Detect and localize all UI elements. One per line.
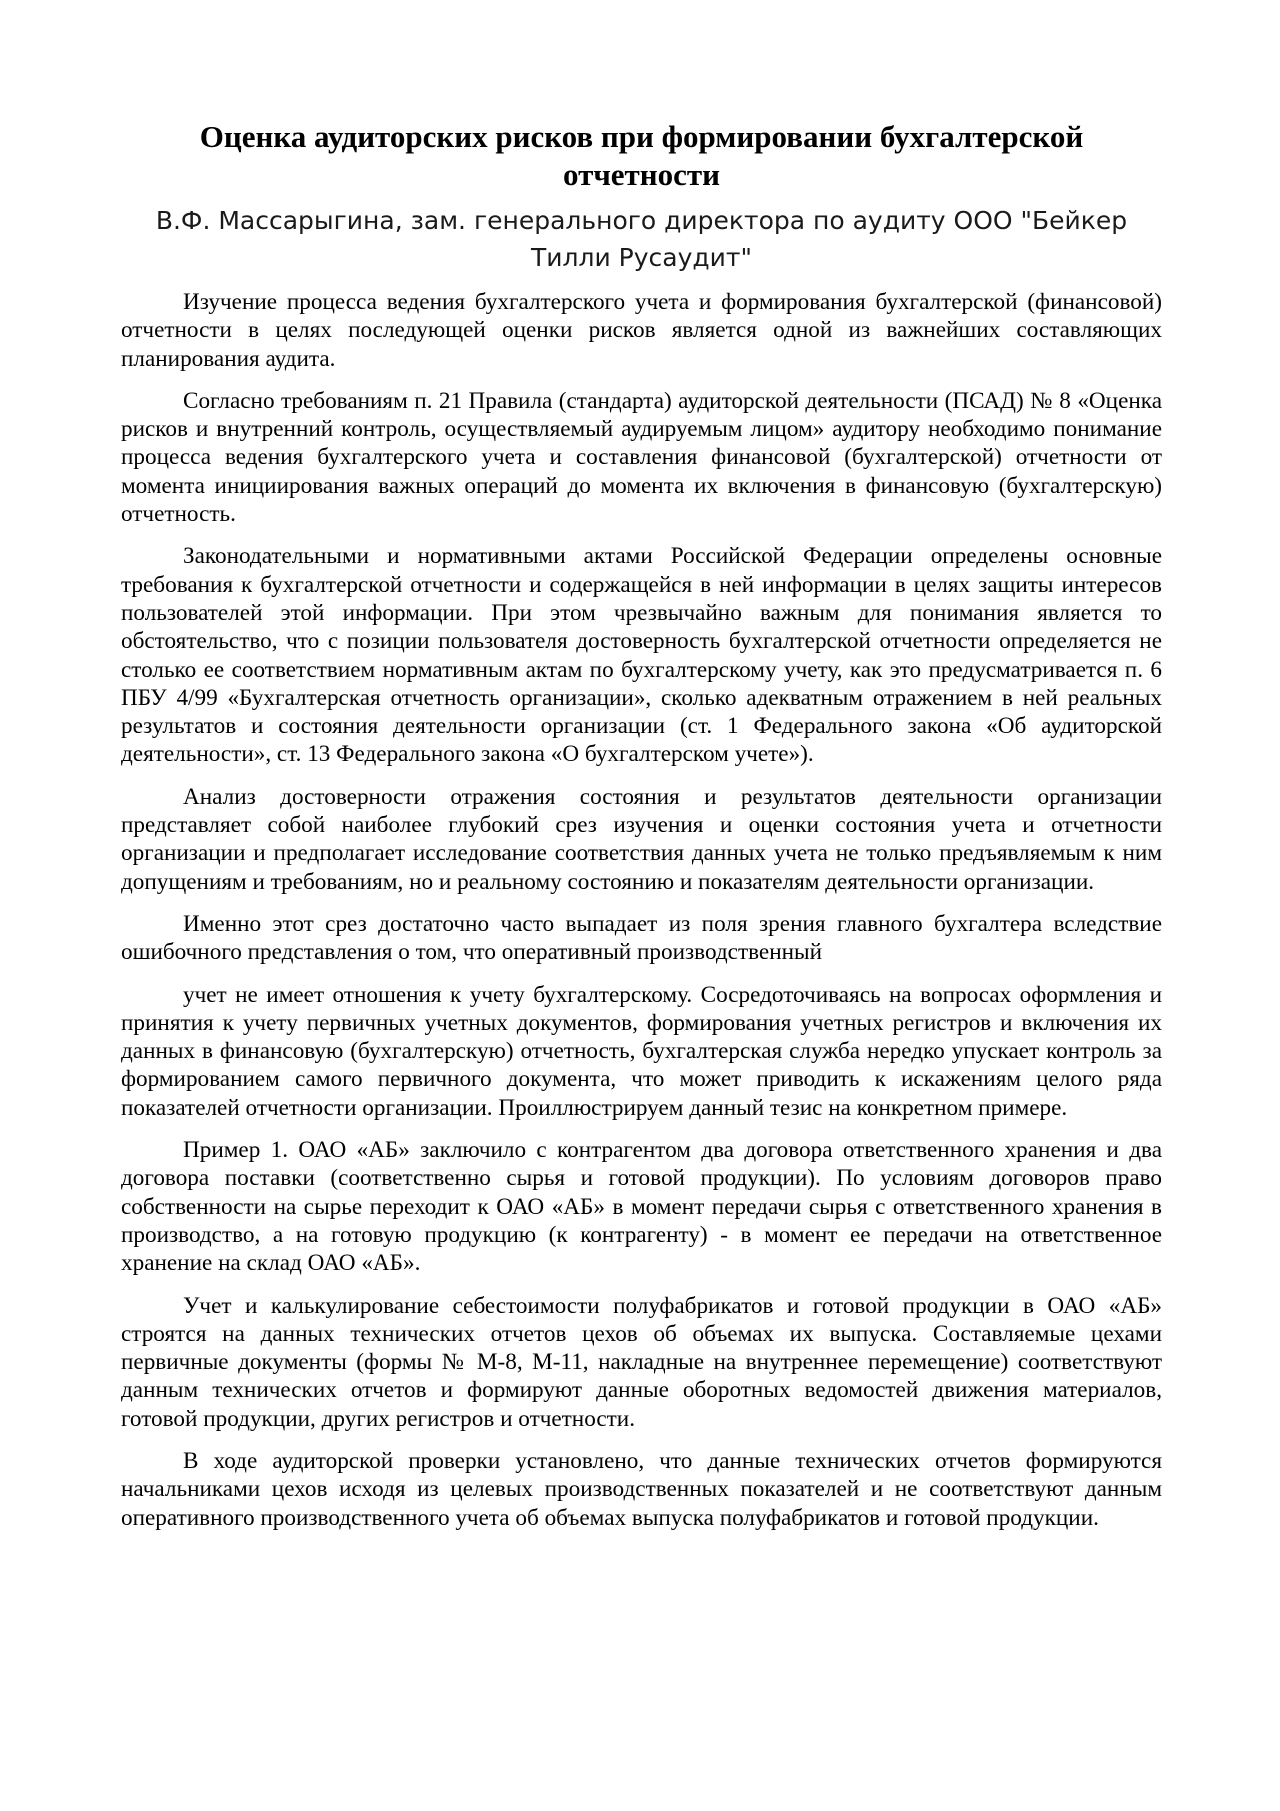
document-title: Оценка аудиторских рисков при формировании бухгалтерской отчетности xyxy=(199,119,1084,192)
document-page xyxy=(121,118,1162,1546)
paragraph-8: Учет и калькулирование себестоимости полуфабрикатов и готовой продукции в ОАО «АБ» строятся на данных технических отчетов цехов об объемах их выпуска. Составляемые цехами первичные документы (формы № М-8, М-11, накладные на внутреннее перемещение) соответствуют данным технических отчетов и формируют данные оборотных ведомостей движения материалов, готовой продукции, других регистров и отчетности. xyxy=(121,1292,1162,1432)
paragraph-7: Пример 1. ОАО «АБ» заключило с контрагентом два договора ответственного хранения и два договора поставки (соответственно сырья и готовой продукции). По условиям договоров право собственности на сырье переходит к ОАО «АБ» в момент передачи сырья с ответственного хранения в производство, а на готовую продукцию (к контрагенту) - в момент ее передачи на ответственное хранение на склад ОАО «АБ». xyxy=(121,1137,1162,1277)
document-author: В.Ф. Массарыгина, зам. генерального директора по аудиту ООО "Бейкер Тилли Русаудит" xyxy=(155,206,1128,272)
paragraph-5: Именно этот срез достаточно часто выпадает из поля зрения главного бухгалтера вследствие ошибочного представления о том, что оперативный производственный xyxy=(121,910,1162,966)
paragraph-9: В ходе аудиторской проверки установлено, что данные технических отчетов формируются начальниками цехов исходя из целевых производственных показателей и не соответствуют данным оперативного производственного учета об объемах выпуска полуфабрикатов и готовой продукции. xyxy=(121,1447,1162,1531)
paragraph-1: Изучение процесса ведения бухгалтерского учета и формирования бухгалтерской (финансовой) отчетности в целях последующей оценки рисков является одной из важнейших составляющих планирования аудита. xyxy=(121,289,1162,372)
paragraph-6: учет не имеет отношения к учету бухгалтерскому. Сосредоточиваясь на вопросах оформления и принятия к учету первичных учетных документов, формирования учетных регистров и включения их данных в финансовую (бухгалтерскую) отчетность, бухгалтерская служба нередко упускает контроль за формированием самого первичного документа, что может приводить к искажениям целого ряда показателей отчетности организации. Проиллюстрируем данный тезис на конкретном примере. xyxy=(121,981,1162,1121)
paragraph-3: Законодательными и нормативными актами Российской Федерации определены основные требования к бухгалтерской отчетности и содержащейся в ней информации в целях защиты интересов пользователей этой информации. При этом чрезвычайно важным для понимания является то обстоятельство, что с позиции пользователя достоверность бухгалтерской отчетности определяется не столько ее соответствием нормативным актам по бухгалтерскому учету, как это предусматривается п. 6 ПБУ 4/99 «Бухгалтерская отчетность организации», сколько адекватным отражением в ней реальных результатов и состояния деятельности организации (ст. 1 Федерального закона «Об аудиторской деятельности», ст. 13 Федерального закона «О бухгалтерском учете»). xyxy=(121,543,1162,768)
paragraph-2: Согласно требованиям п. 21 Правила (стандарта) аудиторской деятельности (ПСАД) № 8 «Оценка рисков и внутренний контроль, осуществляемый аудируемым лицом» аудитору необходимо понимание процесса ведения бухгалтерского учета и составления финансовой (бухгалтерской) отчетности от момента инициирования важных операций до момента их включения в финансовую (бухгалтерскую) отчетность. xyxy=(121,387,1162,528)
paragraph-4: Анализ достоверности отражения состояния и результатов деятельности организации представляет собой наиболее глубокий срез изучения и оценки состояния учета и отчетности организации и предполагает исследование соответствия данных учета не только предъявляемым к ним допущениям и требованиям, но и реальному состоянию и показателям деятельности организации. xyxy=(121,783,1162,895)
